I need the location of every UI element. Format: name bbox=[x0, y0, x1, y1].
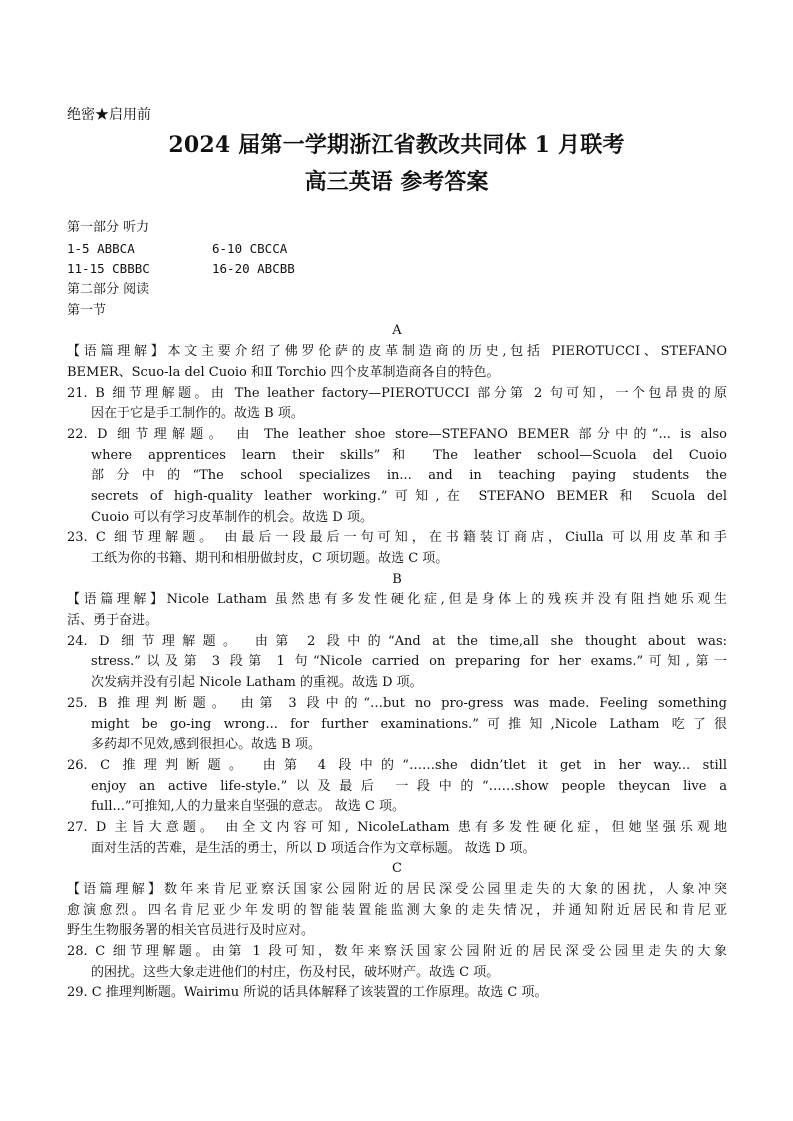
passage-summary-line: BEMER、Scuo-la del Cuoio 和Ⅱ Torchio 四个皮革制造商各自的特色。 bbox=[67, 364, 500, 380]
question-answer-continuation: 次发病并没有引起 Nicole Latham 的重视。故选 D 项。 bbox=[91, 675, 423, 691]
passage-summary-line: 【语篇理解】本文主要介绍了佛罗伦萨的皮革制造商的历史,包括 PIEROTUCCI、STEFANO bbox=[67, 344, 727, 360]
question-answer-continuation: 因在于它是手工制作的。故选 B 项。 bbox=[91, 406, 304, 422]
question-answer-line: 24. D 细节理解题。 由第 2 段中的“And at the time,all she thought about was: bbox=[67, 633, 727, 649]
question-answer-continuation: stress.”以及第 3 段第 1 句“Nicole carried on preparing for her exams.”可知,第一 bbox=[91, 654, 727, 670]
listening-heading: 第一部分 听力 bbox=[67, 220, 150, 235]
passage-summary-line: 【语篇理解】数年来肯尼亚察沃国家公园附近的居民深受公园里走失的大象的困扰，人象冲突 bbox=[67, 882, 727, 897]
passage-label: B bbox=[392, 571, 402, 587]
page-subtitle: 高三英语 参考答案 bbox=[304, 169, 489, 195]
question-answer-line: 21. B 细节理解题。由 The leather factory—PIEROTUCCI 部分第 2 句可知，一个包昂贵的原 bbox=[67, 385, 727, 401]
reading-heading: 第二部分 阅读 bbox=[67, 282, 150, 298]
question-answer-line: 25. B 推理判断题。 由第 3 段中的“…but no pro-gress was made. Feeling something bbox=[67, 695, 727, 711]
answer-group: 11-15 CBBBC bbox=[67, 261, 150, 277]
question-answer-continuation: where apprentices learn their skills”和 The leather school—Scuola del Cuoio bbox=[91, 447, 727, 463]
passage-label: C bbox=[392, 861, 402, 877]
question-answer-line: 29. C 推理判断题。Wairimu 所说的话具体解释了该装置的工作原理。故选 C 项。 bbox=[67, 985, 548, 1001]
question-answer-continuation: 多药却不见效,感到很担心。故选 B 项。 bbox=[91, 737, 321, 753]
section-label: 第一节 bbox=[67, 302, 107, 318]
confidential-label: 绝密★启用前 bbox=[67, 107, 151, 123]
question-answer-continuation: 部分中的“The school specializes in... and in teaching paying students the bbox=[91, 468, 727, 484]
passage-label: A bbox=[392, 323, 402, 339]
question-answer-continuation: might be go-ing wrong... for further examinations.”可推知,Nicole Latham 吃了很 bbox=[91, 716, 727, 732]
answer-row bbox=[67, 239, 727, 260]
passage-summary-line: 【语篇理解】Nicole Latham 虽然患有多发性硬化症,但是身体上的残疾并没有阻挡她乐观生 bbox=[67, 592, 727, 608]
question-answer-line: 28. C 细节理解题。由第 1 段可知，数年来察沃国家公园附近的居民深受公园里走失的大象 bbox=[67, 944, 727, 960]
question-answer-line: 27. D 主旨大意题。 由全文内容可知, NicoleLatham 患有多发性硬化症，但她坚强乐观地 bbox=[67, 819, 727, 835]
document-body bbox=[67, 218, 727, 1004]
answer-row bbox=[67, 259, 727, 280]
question-answer-continuation: enjoy an active life-style.”以及最后 一段中的“……show people theycan live a bbox=[91, 778, 727, 794]
answer-group: 1-5 ABBCA bbox=[67, 240, 135, 256]
answer-group: 16-20 ABCBB bbox=[212, 261, 295, 277]
question-answer-continuation: 面对生活的苦难，是生活的勇士，所以 D 项适合作为文章标题。 故选 D 项。 bbox=[91, 840, 536, 856]
question-answer-line: 22. D 细节理解题。 由 The leather shoe store—STEFANO BEMER 部分中的“... is also bbox=[67, 426, 727, 442]
page-title: 2024 届第一学期浙江省教改共同体 1 月联考 bbox=[168, 132, 625, 158]
passage-summary-line: 野生生物服务署的相关官员进行及时应对。 bbox=[67, 923, 315, 939]
question-answer-line: 26. C 推理判断题。 由第 4 段中的“……she didn’tlet it get in her way... still bbox=[67, 757, 727, 773]
passages bbox=[67, 321, 727, 1004]
question-answer-line: 23. C 细节理解题。 由最后一段最后一句可知，在书籍装订商店，Ciulla 可以用皮革和手 bbox=[67, 530, 727, 546]
question-answer-continuation: 工纸为你的书籍、期刊和相册做封皮，C 项切题。故选 C 项。 bbox=[91, 551, 449, 566]
passage-summary-line: 活、勇于奋进。 bbox=[67, 613, 159, 629]
question-answer-continuation: 的困扰。这些大象走进他们的村庄，伤及村民，破坏财产。故选 C 项。 bbox=[91, 964, 500, 980]
question-answer-continuation: full...”可推知,人的力量来自坚强的意志。 故选 C 项。 bbox=[91, 799, 406, 815]
question-answer-continuation: Cuoio 可以有学习皮革制作的机会。故选 D 项。 bbox=[91, 509, 373, 525]
answer-group: 6-10 CBCCA bbox=[212, 240, 288, 256]
passage-summary-line: 愈演愈烈。四名肯尼亚少年发明的智能装置能监测大象的走失情况，并通知附近居民和肯尼亚 bbox=[67, 902, 727, 918]
question-answer-continuation: secrets of high-quality leather working.”可知,在 STEFANO BEMER 和 Scuola del bbox=[91, 488, 727, 504]
